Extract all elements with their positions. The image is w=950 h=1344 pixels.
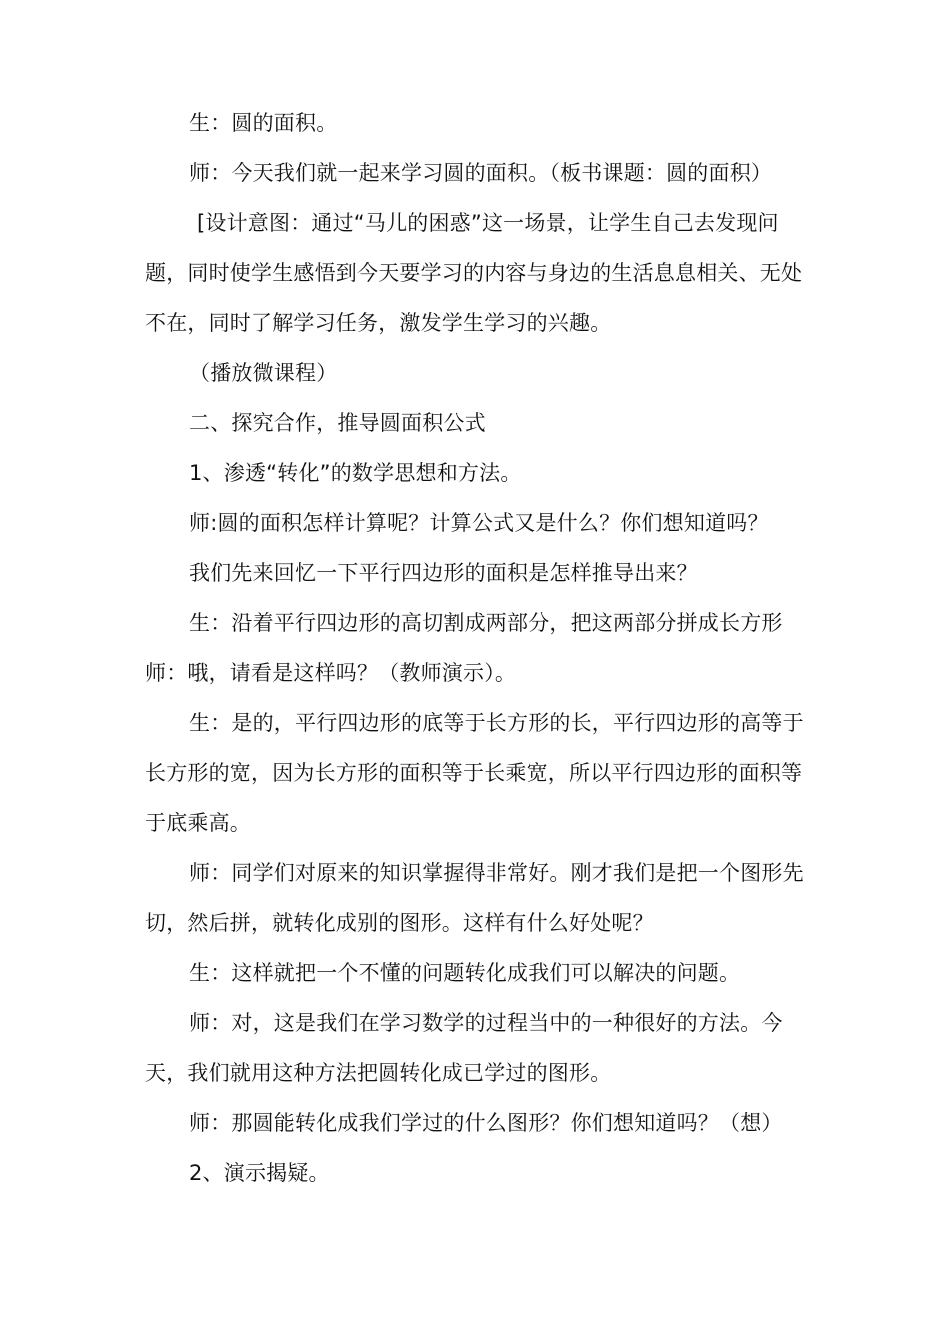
paragraph-play-micro-course: （播放微课程） xyxy=(189,361,338,385)
paragraph-recall: 我们先来回忆一下平行四边形的面积是怎样推导出来？ xyxy=(189,561,698,585)
paragraph-student-answer: 生：圆的面积。 xyxy=(189,111,338,135)
paragraph-teacher-question: 师:圆的面积怎样计算呢？计算公式又是什么？你们想知道吗？ xyxy=(189,511,769,535)
paragraph-student-explain: 生：是的，平行四边形的底等于长方形的长，平行四边形的高等于长方形的宽，因为长方形的面积等于长乘宽，所以平行四边形的面积等于底乘高。 xyxy=(145,711,804,835)
subheading-demo: 2、演示揭疑。 xyxy=(189,1161,330,1185)
paragraph-teacher-demo: 师：哦，请看是这样吗？（教师演示）。 xyxy=(145,661,517,685)
paragraph-student-benefit: 生：这样就把一个不懂的问题转化成我们可以解决的问题。 xyxy=(189,961,741,985)
paragraph-design-intent: [设计意图：通过“马儿的困惑”这一场景，让学生自己去发现问题，同时使学生感悟到今天要学习的内容与身边的生活息息相关、无处不在，同时了解学习任务，激发学生学习的兴趣。 xyxy=(145,211,803,335)
section-heading-explore: 二、探究合作，推导圆面积公式 xyxy=(189,411,486,435)
paragraph-teacher-intro: 师：今天我们就一起来学习圆的面积。（板书课题：圆的面积） xyxy=(189,161,773,185)
paragraph-student-cut: 生：沿着平行四边形的高切割成两部分，把这两部分拼成长方形 xyxy=(189,611,783,635)
document-body xyxy=(145,98,809,1198)
subheading-transformation: 1、渗透“转化”的数学思想和方法。 xyxy=(189,461,522,485)
paragraph-teacher-which-shape: 师：那圆能转化成我们学过的什么图形？你们想知道吗？（想） xyxy=(189,1111,783,1135)
paragraph-teacher-praise: 师：同学们对原来的知识掌握得非常好。刚才我们是把一个图形先切，然后拼，就转化成别的图形。这样有什么好处呢？ xyxy=(145,861,804,935)
paragraph-teacher-method: 师：对，这是我们在学习数学的过程当中的一种很好的方法。今天，我们就用这种方法把圆转化成已学过的图形。 xyxy=(145,1011,783,1085)
